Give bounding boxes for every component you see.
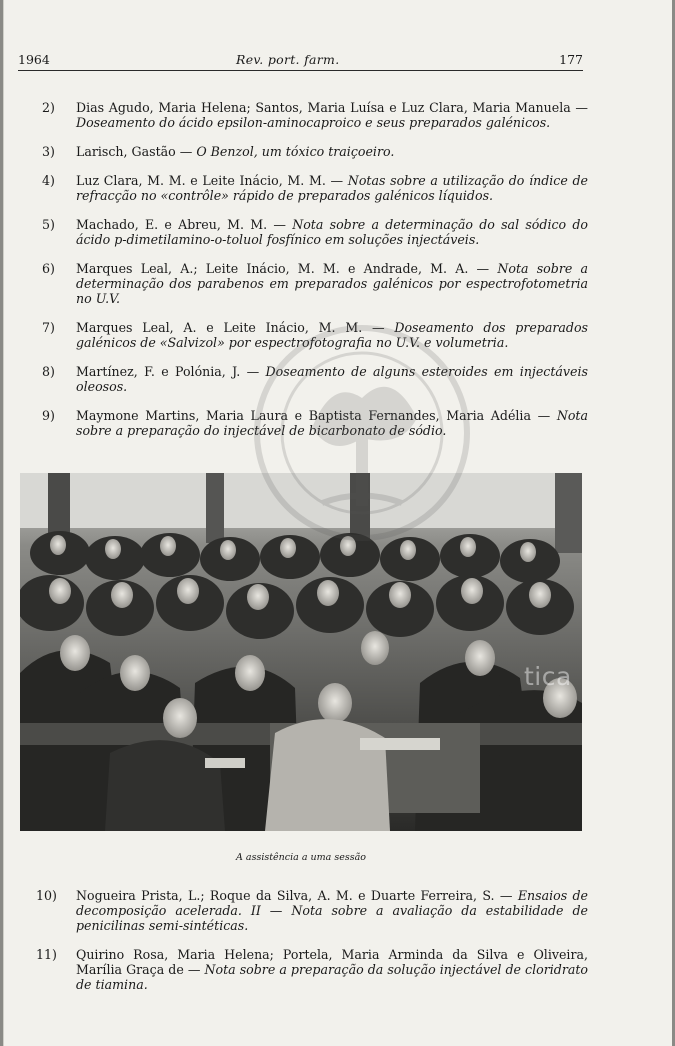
ref-authors: Marques Leal, A. e Leite Inácio, M. M. —: [76, 320, 395, 335]
header-year: 1964: [18, 52, 50, 67]
ref-number: 4): [42, 173, 55, 188]
ref-authors: Machado, E. e Abreu, M. M. —: [76, 217, 293, 232]
photo-caption: A assistência a uma sessão: [236, 852, 366, 863]
reference-item: [18, 888, 588, 933]
audience-photo: [20, 473, 582, 831]
header-page-number: 177: [559, 52, 583, 67]
ref-title: Nota sobre a preparação da solução injectável de cloridrato de tiamina.: [76, 962, 588, 992]
ref-number: 6): [42, 261, 55, 276]
reference-item: [18, 217, 588, 247]
ref-title: Nota sobre a determinação dos parabenos em preparados galénicos por espectrofotometria no U.V.: [76, 261, 588, 306]
reference-item: [18, 144, 588, 159]
ref-number: 7): [42, 320, 55, 335]
reference-item: [18, 364, 588, 394]
ref-number: 11): [36, 947, 57, 962]
reference-list-bottom: [18, 888, 588, 1006]
reference-item: [18, 320, 588, 350]
ref-number: 8): [42, 364, 55, 379]
ref-authors: Martínez, F. e Polónia, J. —: [76, 364, 266, 379]
reference-item: [18, 408, 588, 438]
ref-authors: Luz Clara, M. M. e Leite Inácio, M. M. —: [76, 173, 348, 188]
ref-number: 3): [42, 144, 55, 159]
ref-number: 9): [42, 408, 55, 423]
ref-authors: Nogueira Prista, L.; Roque da Silva, A. M. e Duarte Ferreira, S. —: [76, 888, 518, 903]
reference-item: [18, 173, 588, 203]
ref-authors: Quirino Rosa, Maria Helena; Portela, Maria Arminda da Silva e Oliveira, Marília Graça de —: [76, 947, 588, 977]
ref-number: 2): [42, 100, 55, 115]
ref-title: Doseamento de alguns esteroides em injectáveis oleosos.: [76, 364, 588, 394]
ref-title: Doseamento dos preparados galénicos de «Salvizol» por espectrofotografia no U.V. e volumetria.: [76, 320, 588, 350]
ref-title: Nota sobre a determinação do sal sódico do ácido p-dimetilamino-o-toluol fosfínico em soluções injectáveis.: [76, 217, 588, 247]
reference-item: [18, 100, 588, 130]
ref-title: Notas sobre a utilização do índice de refracção no «contrôle» rápido de preparados galénicos líquidos.: [76, 173, 588, 203]
ref-title: O Benzol, um tóxico traiçoeiro.: [196, 144, 395, 159]
reference-list-top: [18, 100, 588, 452]
ref-authors: Marques Leal, A.; Leite Inácio, M. M. e Andrade, M. A. —: [76, 261, 498, 276]
reference-item: [18, 947, 588, 992]
ref-authors: Maymone Martins, Maria Laura e Baptista Fernandes, Maria Adélia —: [76, 408, 557, 423]
ref-number: 5): [42, 217, 55, 232]
watermark-text: tica: [524, 662, 572, 691]
running-header: [18, 52, 583, 71]
ref-title: Ensaios de decomposição acelerada. II — Nota sobre a avaliação da estabilidade de penicilinas semi-sintéticas.: [76, 888, 589, 933]
ref-title: Doseamento do ácido epsilon-aminocaproico e seus preparados galénicos.: [76, 115, 551, 130]
ref-number: 10): [36, 888, 57, 903]
document-page: [3, 0, 672, 1046]
header-journal: Rev. port. farm.: [236, 52, 340, 67]
ref-authors: Larisch, Gastão —: [76, 144, 197, 159]
reference-item: [18, 261, 588, 306]
ref-title: Nota sobre a preparação do injectável de bicarbonato de sódio.: [76, 408, 588, 438]
ref-authors: Dias Agudo, Maria Helena; Santos, Maria Luísa e Luz Clara, Maria Manuela —: [76, 100, 588, 115]
audience-photo-illustration: [20, 473, 582, 831]
